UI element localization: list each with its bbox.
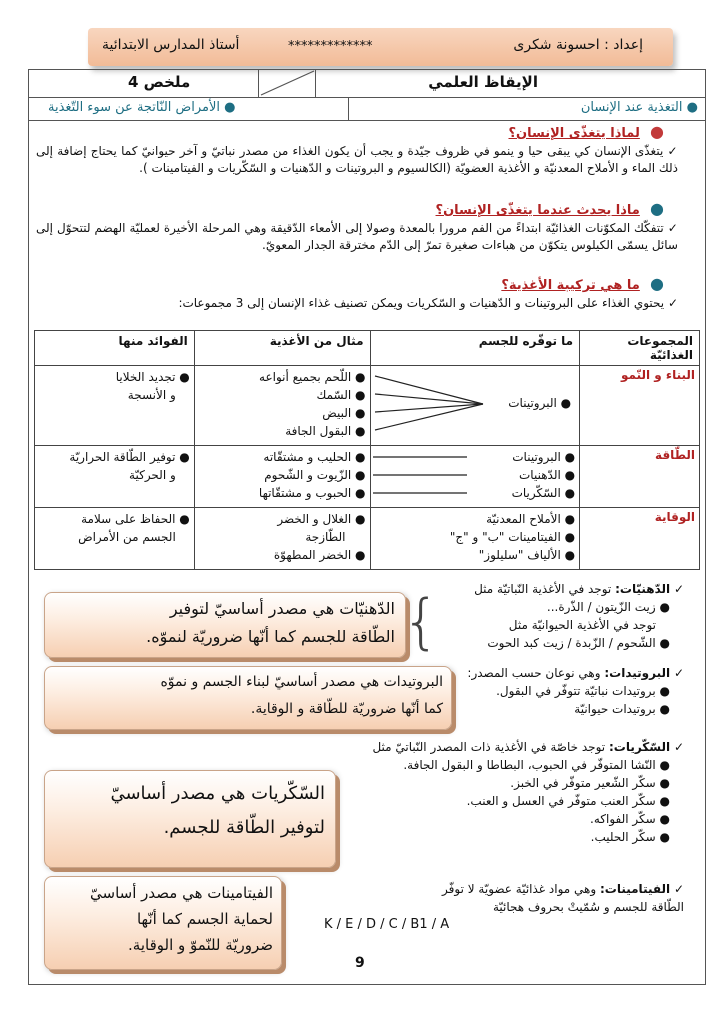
author-role: أستاذ المدارس الابتدائية bbox=[102, 37, 240, 53]
header-row bbox=[28, 69, 706, 98]
col-header: المجموعات الغذائيّة bbox=[580, 331, 700, 366]
table-header-row bbox=[35, 331, 700, 366]
col-header: ما توفّره للجسم bbox=[370, 331, 580, 366]
author-banner bbox=[88, 28, 673, 66]
diagonal-cell bbox=[258, 69, 316, 97]
section-q3: ● ما هي تركيبة الأغذية؟ ✓ يحتوي الغذاء على البروتينات و الدّهنيات و السّكريات ويمكن تصنيف غذاء الإنسان إلى 3 مجموعات: bbox=[36, 275, 686, 312]
vitamins-section: ✓ الفيتامينات: وهي مواد غذائيّة عضويّة لا توفّر الطّاقة للجسم و سُمّيتْ بحروف هجائيّة K / E / D / C / B1 / A bbox=[324, 882, 684, 932]
topic-1: ● التغذية عند الإنسان bbox=[580, 100, 698, 115]
author-label: إعداد : احسونة شكرى bbox=[513, 37, 643, 53]
topics-row bbox=[28, 98, 706, 121]
answer-1: ✓ يتغذّى الإنسان كي يبقى حيا و ينمو في ظروف جيّدة و يجب أن يكون الغذاء من مصدر نباتيّ و آخر حيوانيّ كما يحتاج إضافة إلى ذلك الماء و الأملاح المعدنيّة و الأغذية العضويّة (الكالسيوم و البروتينات و الدّهنيات و السّكّريات و الفيتامينات ). bbox=[36, 144, 678, 175]
food-groups-table bbox=[34, 330, 700, 570]
subject-title: الإيقاظ العلمي bbox=[428, 73, 538, 91]
stars: ************* bbox=[288, 39, 373, 54]
sugars-section: ✓ السّكّريات: توجد خاصّة في الأغذية ذات المصدر النّباتيّ مثل ● النّشا المتوفّر في الحبوب، البطاطا و البقول الجافة. ● سكّر الشّعير متوفّر في الخبز. ● سكّر العنب متوفّر في العسل و العنب. ● سكّر الفواكه. ● سكّر الحليب. bbox=[372, 740, 684, 844]
topic-2: ● الأمراض النّاتجة عن سوء التّغذية bbox=[48, 100, 236, 115]
proteins-callout: البروتيدات هي مصدر أساسيّ لبناء الجسم و نموّه كما أنّها ضروريّة للطّاقة و الوقاية. bbox=[44, 666, 452, 730]
group-name: الطّاقة bbox=[655, 448, 695, 462]
summary-title: ملخص 4 bbox=[128, 73, 191, 91]
fats-callout: الدّهنيّات هي مصدر أساسيّ لتوفير الطّاقة للجسم كما أنّها ضروريّة لنموّه. bbox=[44, 592, 406, 658]
sugars-callout: السّكّريات هي مصدر أساسيّ لتوفير الطّاقة للجسم. bbox=[44, 770, 336, 868]
answer-2: ✓ تتفكّك المكوّنات الغذائيّة ابتداءً من الفم مرورا بالمعدة وصولا إلى الأمعاء الدّقيقة وهي المرحلة الأخيرة لعمليّة الهضم لتتحوّل إلى سائل يسمّى الكيلوس يتكوّن من هباءات صغيرة تمرّ إلى الدّم مخترقة الجدار المعويّ. bbox=[36, 221, 678, 252]
page-number: 9 bbox=[355, 955, 365, 971]
group-name: الوقاية bbox=[654, 510, 695, 524]
question-3: ما هي تركيبة الأغذية؟ bbox=[501, 278, 640, 293]
col-header: مثال من الأغذية bbox=[194, 331, 370, 366]
vitamin-letters: K / E / D / C / B1 / A bbox=[324, 917, 450, 932]
fats-section: ✓ الدّهنيّات: توجد في الأغذية النّباتيّة مثل ● زيت الزّيتون / الذّرة... توجد في الأغذية الحيوانيّة مثل ● الشّحوم / الزّبدة / زيت كبد الحوت bbox=[474, 582, 684, 650]
col-header: الفوائد منها bbox=[35, 331, 195, 366]
table-row: الوقاية ● الأملاح المعدنيّة ● الفيتامينات "ب" و "ج" ● الألياف "سليلوز" ● الغلال و الخضر الطّازجة ● الخضر المطهوّة ● الحفاظ على سلامة الجسم من الأمراض bbox=[35, 508, 700, 570]
section-q2: ● ماذا يحدث عندما يتغذّى الإنسان؟ ✓ تتفكّك المكوّنات الغذائيّة ابتداءً من الفم مرورا بالمعدة وصولا إلى الأمعاء الدّقيقة وهي المرحلة الأخيرة لعمليّة الهضم لتتحوّل إلى سائل يسمّى الكيلوس يتكوّن من هباءات صغيرة تمرّ إلى الدّم مخترقة الجدار المعويّ. bbox=[36, 200, 686, 254]
proteins-section: ✓ البروتيدات: وهي نوعان حسب المصدر: ● بروتيدات نباتيّة تتوفّر في البقول. ● بروتيدات حيوانيّة bbox=[467, 666, 684, 716]
connector-arrows bbox=[371, 366, 491, 446]
brace-icon: { bbox=[402, 587, 441, 657]
question-2: ماذا يحدث عندما يتغذّى الإنسان؟ bbox=[435, 203, 640, 218]
table-row: البناء و النّمو ● البروتينات ● اللّحم بجميع أنواعه ● السّمك ● البيض ● البقول الجافة ● تجديد الخلايا و الأنسجة bbox=[35, 366, 700, 446]
group-name: البناء و النّمو bbox=[621, 368, 695, 382]
answer-3: ✓ يحتوي الغذاء على البروتينات و الدّهنيات و السّكريات ويمكن تصنيف غذاء الإنسان إلى 3 مجموعات: bbox=[178, 296, 678, 310]
section-q1: ● لماذا يتغذّى الإنسان؟ ✓ يتغذّى الإنسان كي يبقى حيا و ينمو في ظروف جيّدة و يجب أن يكون الغذاء من مصدر نباتيّ و آخر حيوانيّ كما يحتاج إضافة إلى ذلك الماء و الأملاح المعدنيّة و الأغذية العضويّة (الكالسيوم و البروتينات و الدّهنيات و السّكّريات و الفيتامينات ). bbox=[36, 123, 686, 177]
question-1: لماذا يتغذّى الإنسان؟ bbox=[508, 126, 640, 141]
vitamins-callout: الفيتامينات هي مصدر أساسيّ لحماية الجسم كما أنّها ضروريّة للنّموّ و الوقاية. bbox=[44, 876, 282, 970]
connector-arrows bbox=[371, 446, 471, 508]
table-row: الطّاقة ● البروتينات ● الدّهنيات ● السّكّريات ● الحليب و مشتقّاته ● الزّيوت و الشّحوم ● الحبوب و مشتقّاتها ● توفير الطّاقة الحراريّة و الحركيّة bbox=[35, 446, 700, 508]
